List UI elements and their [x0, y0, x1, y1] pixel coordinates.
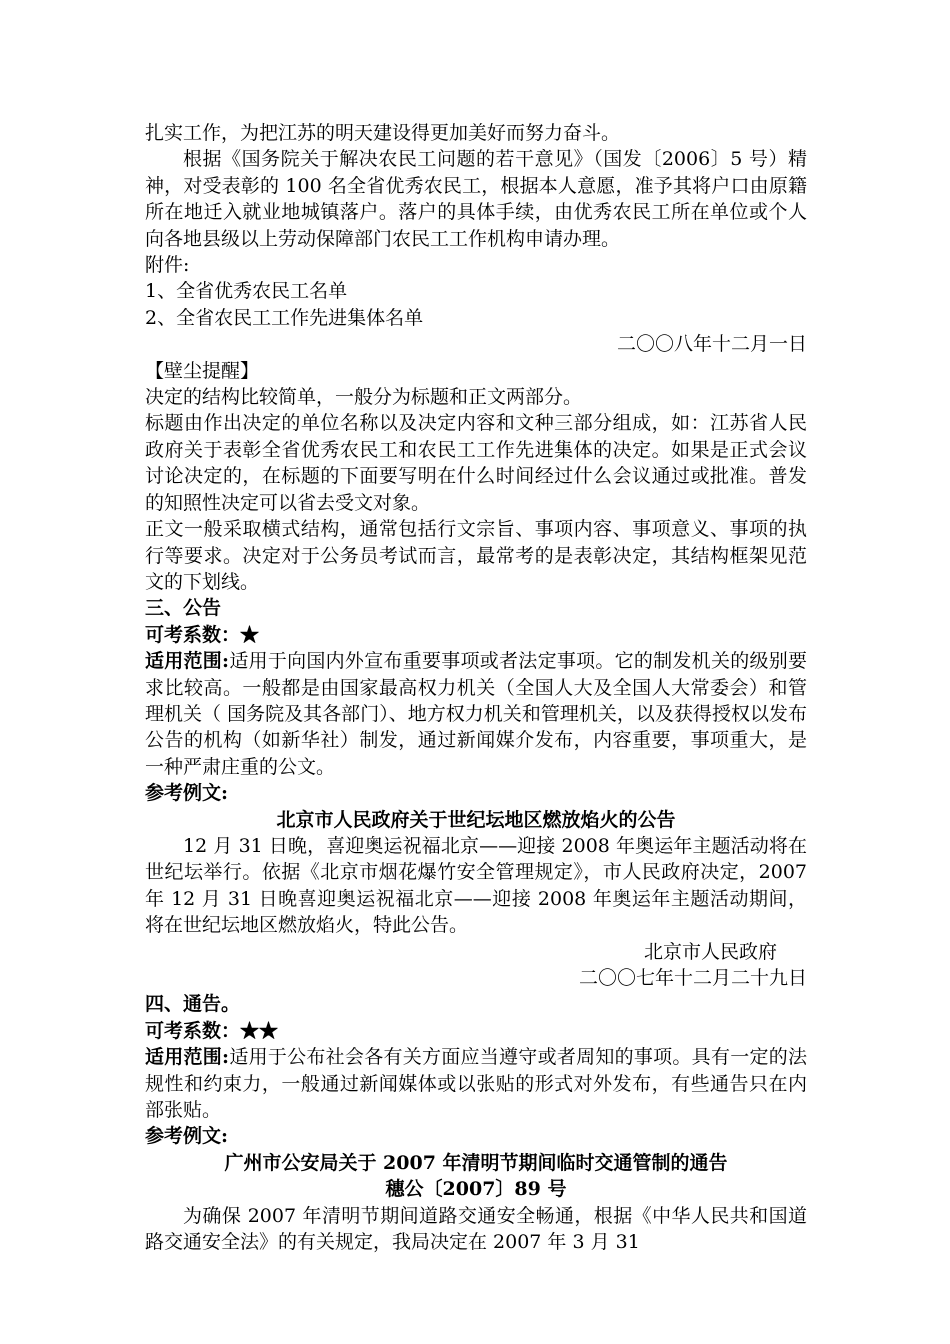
example-label-notice: 参考例文:: [145, 1125, 229, 1148]
tips-paragraph-body: 正文一般采取横式结构，通常包括行文宗旨、事项内容、事项意义、事项的执行等要求。决定对于公务员考试而言，最常考的是表彰决定，其结构框架见范文的下划线。: [145, 518, 807, 593]
tips-heading: 【壁尘提醒】: [145, 359, 260, 382]
attachments-label: 附件:: [145, 254, 190, 277]
example-body-announcement: 12 月 31 日晚，喜迎奥运祝福北京——迎接 2008 年奥运年主题活动将在世纪坛举行。依据《北京市烟花爆竹安全管理规定》，市人民政府决定，2007 年 12 月 31 日晚喜迎奥运祝福北京——迎接 2008 年奥运年主题活动期间，将在世纪坛地区燃放焰火，特此公告。: [145, 834, 807, 937]
scope-text: 适用于向国内外宣布重要事项或者法定事项。它的制发机关的级别要求比较高。一般都是由国家最高权力机关（全国人大及全国人大常委会）和管理机关（ 国务院及其各部门）、地方权力机关和管理机关，以及获得授权以发布公告的机构（如新华社）制发，通过新闻媒介发布，内容重要，事项重大，是一种严肃庄重的公文。: [145, 650, 807, 778]
scope-label: 适用范围:: [145, 650, 230, 673]
section-heading-notice: 四、通告。: [145, 993, 241, 1016]
paragraph-jiangsu-closing: 扎实工作，为把江苏的明天建设得更加美好而努力奋斗。: [145, 122, 621, 144]
attachment-item-1: 1、全省优秀农民工名单: [145, 280, 348, 303]
attachment-item-2: 2、全省农民工工作先进集体名单: [145, 306, 424, 329]
paragraph-hukou-policy: 根据《国务院关于解决农民工问题的若干意见》（国发〔2006〕5 号）精神，对受表彰的 100 名全省优秀农民工，根据本人意愿，准予其将户口由原籍所在地迁入就业地城镇落户。落户的具体手续，由优秀农民工所在单位或个人向各地县级以上劳动保障部门农民工工作机构申请办理。: [145, 148, 807, 250]
example-title-announcement: 北京市人民政府关于世纪坛地区燃放焰火的公告: [276, 808, 676, 831]
star-icon: ★: [240, 623, 260, 646]
rating-row-announcement: [145, 622, 807, 648]
example-body-notice: 为确保 2007 年清明节期间道路交通安全畅通，根据《中华人民共和国道路交通安全法》的有关规定，我局决定在 2007 年 3 月 31: [145, 1204, 807, 1254]
tips-paragraph-title: 标题由作出决定的单位名称以及决定内容和文种三部分组成，如：江苏省人民政府关于表彰全省优秀农民工和农民工工作先进集体的决定。如果是正式会议讨论决定的，在标题的下面要写明在什么时间经过什么会议通过或批准。普发的知照性决定可以省去受文对象。: [145, 412, 807, 514]
example-signer: 北京市人民政府: [643, 940, 777, 963]
tips-paragraph-structure: 决定的结构比较简单，一般分为标题和正文两部分。: [145, 386, 583, 409]
scope-text: 适用于公布社会各有关方面应当遵守或者周知的事项。具有一定的法规性和约束力，一般通过新闻媒体或以张贴的形式对外发布，有些通告只在内部张贴。: [145, 1046, 807, 1122]
example-label-announcement: 参考例文:: [145, 782, 229, 805]
document-page: [145, 120, 807, 1255]
rating-label: 可考系数：: [145, 623, 241, 646]
document-date: 二〇〇八年十二月一日: [616, 333, 807, 356]
example-title-notice: 广州市公安局关于 2007 年清明节期间临时交通管制的通告: [224, 1151, 728, 1174]
scope-label: 适用范围:: [145, 1046, 230, 1069]
rating-label: 可考系数：: [145, 1019, 241, 1042]
scope-paragraph-notice: [145, 1044, 807, 1123]
example-document-number: 穗公〔2007〕89 号: [385, 1178, 567, 1201]
rating-row-notice: [145, 1018, 807, 1044]
example-date: 二〇〇七年十二月二十九日: [578, 967, 807, 989]
scope-paragraph-announcement: [145, 648, 807, 780]
section-heading-announcement: 三、公告: [145, 597, 222, 620]
star-icon: ★★: [240, 1019, 279, 1042]
